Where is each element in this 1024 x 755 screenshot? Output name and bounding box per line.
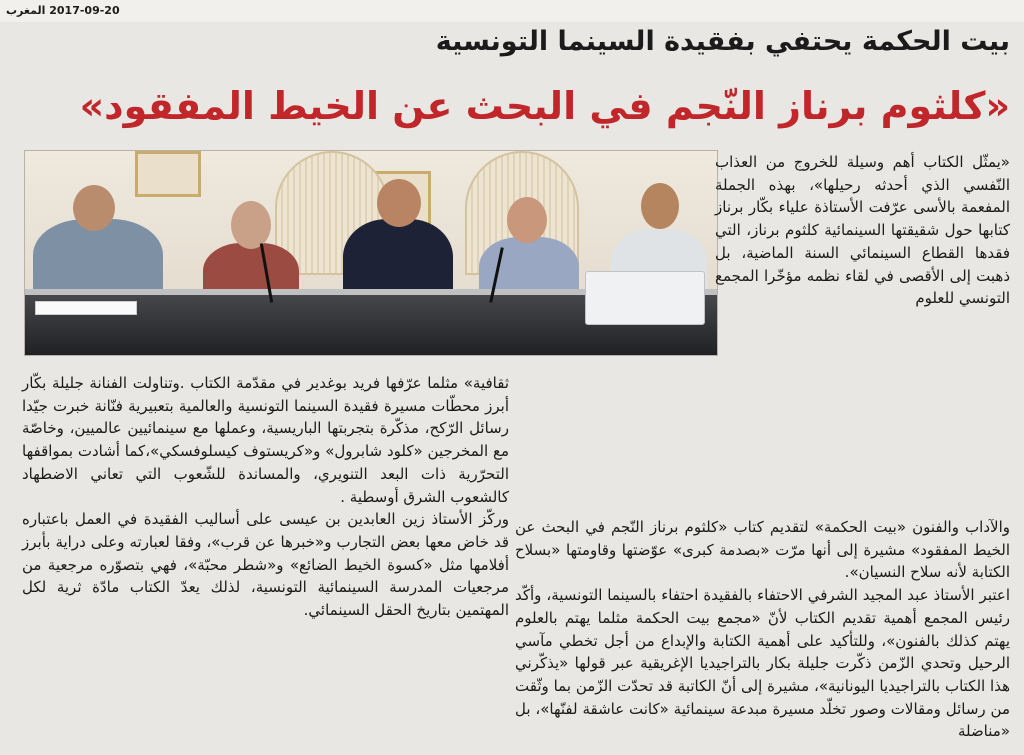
article-photo [24,150,718,356]
photo-person-5-head [641,183,679,229]
article-headline: بيت الحكمة يحتفي بفقيدة السينما التونسية [435,26,1010,57]
article-column-right [715,151,1010,310]
article-subheadline: «كلثوم برناز النّجم في البحث عن الخيط المفقود» [79,84,1010,128]
photo-person-3-head [377,179,421,227]
photo-frame-left [135,151,201,197]
clipping-source: المغرب [6,4,46,17]
article-column-left [22,372,509,622]
photo-papers [35,301,137,315]
photo-person-1-head [73,185,115,231]
clipping-header [0,0,1024,22]
article-paragraph: ثقافية» مثلما عرّفها فريد بوغدير في مقدّمة الكتاب .وتناولت الفنانة جليلة بكّار أبرز محطّات مسيرة فقيدة السينما التونسية والعالمية بتعبيرية فنّانة خبرت جيّدا رسائل الرّكح، مذكّرة بتجربتها الباريسية، وعملها مع سينمائيين عالميين، وخاصّة مع المخرجين «كلود شابرول» و«كريستوف كيسلوفسكي»،كما أشادت بمواقفها التحرّرية ذات البعد التنويري، والمساندة للشّعوب التي تعاني الاضطهاد كالشعوب الشرق أوسطية . [22,374,509,506]
clipping-meta [6,4,120,17]
photo-person-4-head [507,197,547,243]
article-paragraph: وركّز الأستاذ زين العابدين بن عيسى على أساليب الفقيدة في العمل باعتباره قد خاض معها بعض التجارب و«خبرها عن قرب»، وفقا لعبارته وعلى دراية بأبرز أفلامها مثل «كسوة الخيط الضائع» و«شطر محبّة»، فهي بتصوّره مرجعية من مرجعيات المدرسة السينمائية التونسية، لذلك يعدّ الكتاب مادّة ثرية لكل المهتمين بتاريخ الحقل السينمائي. [22,510,509,620]
photo-laptop [585,271,705,325]
article-paragraph: «يمثّل الكتاب أهم وسيلة للخروج من العذاب النّفسي الذي أحدثه رحيلها»، بهذه الجملة المفعمة بالأسى عرّفت الأستاذة علياء بكّار برناز كتابها حول شقيقتها السينمائية كلثوم برناز، التي فقدها القطاع السينمائي السنة الماضية، بل ذهبت إلى الأقصى في لقاء نظمه مؤخّرا المجمع التونسي للعلوم [715,153,1010,308]
photo-person-2-head [231,201,271,249]
clipping-date: 2017-09-20 [49,4,120,17]
article-paragraph: والآداب والفنون «بيت الحكمة» لتقديم كتاب «كلثوم برناز النّجم في البحث عن الخيط المفقود» مشيرة إلى أنها مرّت «بصدمة كبرى» عوّضتها وقاومتها «بسلاح الكتابة لأنه سلاح النسيان». [515,518,1010,582]
article-paragraph: اعتبر الأستاذ عبد المجيد الشرفي الاحتفاء بالفقيدة احتفاء بالسينما التونسية، وأكّد رئيس المجمع أهمية تقديم الكتاب لأنّ «مجمع بيت الحكمة مثلما يهتم بالعلوم يهتم كذلك بالفنون»، وللتأكيد على أهمية الكتابة والإبداع من أجل تخطي مآسي الرحيل وتحدي الزّمن ذكّرت جليلة بكار بالتراجيديا الإغريقية عبر قولها «يذكّرني هذا الكتاب بالتراجيديا اليونانية»، مشيرة إلى أنّ الكاتبة قد تحدّت الزّمن بما وثّقت من رسائل ومقالات وصور تخلّد مسيرة مبدعة سينمائية «كانت عاشقة لفنّها»، بل «مناضلة [515,586,1010,741]
article-column-right-lower [515,516,1010,743]
